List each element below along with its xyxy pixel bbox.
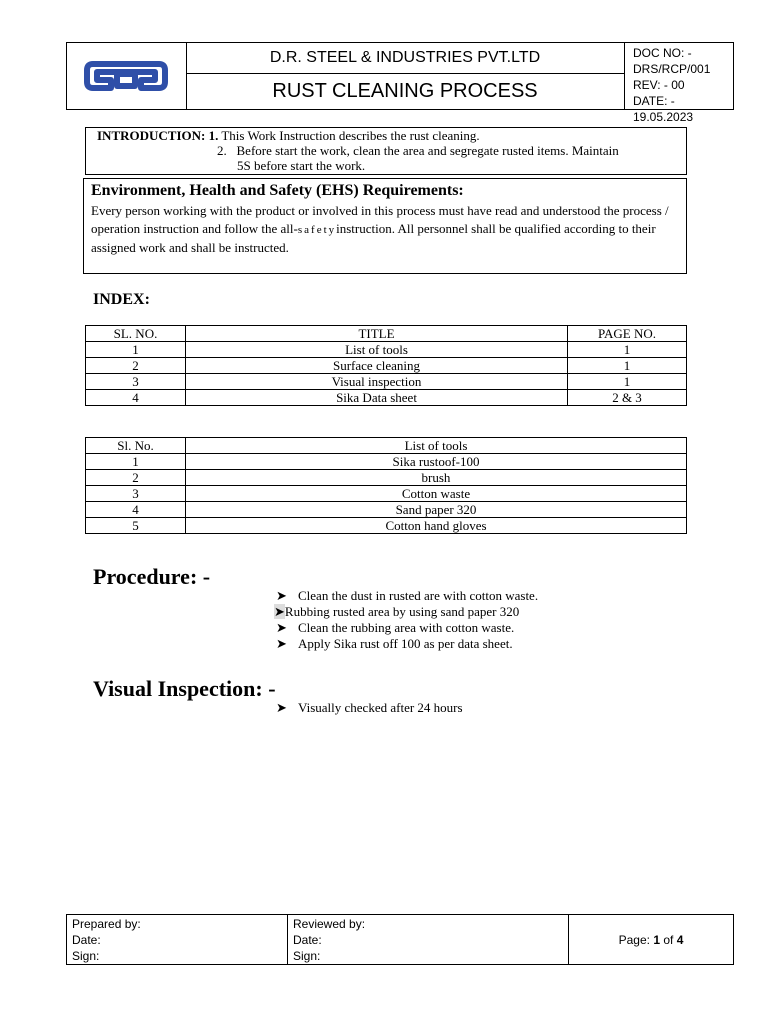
table-cell: Sika rustoof-100 [186, 454, 687, 470]
doc-date: DATE: - 19.05.2023 [633, 94, 694, 124]
page-label: Page: [618, 932, 650, 947]
list-item [276, 588, 538, 604]
table-cell: 1 [568, 358, 687, 374]
reviewed-by-label: Reviewed by: [293, 917, 366, 931]
arrow-bullet-icon: ➤ [274, 604, 285, 619]
table-cell: 5 [86, 518, 186, 534]
table-cell: Sand paper 320 [186, 502, 687, 518]
list-item-text: Clean the rubbing area with cotton waste. [298, 620, 515, 635]
prepared-by-label: Prepared by: [72, 917, 141, 931]
table-cell: 1 [86, 342, 186, 358]
index-heading: INDEX: [93, 291, 150, 308]
page-current: 1 [653, 932, 660, 947]
column-header: TITLE [186, 326, 568, 342]
tools-table [85, 437, 687, 534]
table-cell: 4 [86, 502, 186, 518]
company-logo-icon [83, 56, 169, 96]
reviewed-by-cell [288, 915, 569, 964]
list-item [276, 620, 538, 636]
prepared-by-cell [67, 915, 288, 964]
ehs-text-part: Every person working with the product or involved in this process must have read and understood the process / operation instruction and follow the all- [91, 203, 669, 236]
document-title: RUST CLEANING PROCESS [186, 73, 625, 109]
arrow-bullet-icon: ➤ [276, 636, 287, 651]
list-item-text: Apply Sika rust off 100 as per data sheet. [298, 636, 513, 651]
table-cell: 2 [86, 358, 186, 374]
ehs-heading: Environment, Health and Safety (EHS) Requirements: [91, 182, 464, 199]
table-cell: 2 [86, 470, 186, 486]
arrow-bullet-icon: ➤ [276, 588, 287, 603]
intro-item-2: Before start the work, clean the area and segregate rusted items. Maintain [236, 143, 619, 158]
intro-line-1 [97, 128, 480, 144]
list-item-text: Clean the dust in rusted are with cotton waste. [298, 588, 539, 603]
list-item-text: Rubbing rusted area by using sand paper 320 [284, 604, 520, 619]
visual-inspection-heading: Visual Inspection: - [93, 676, 276, 701]
table-cell: 3 [86, 374, 186, 390]
company-name: D.R. STEEL & INDUSTRIES PVT.LTD [186, 43, 625, 74]
table-header-row [86, 326, 687, 342]
list-item [276, 636, 538, 652]
intro-label: INTRODUCTION: 1. [97, 128, 219, 143]
arrow-bullet-icon: ➤ [276, 620, 287, 635]
list-item [276, 700, 463, 716]
column-header: PAGE NO. [568, 326, 687, 342]
table-row [86, 486, 687, 502]
document-footer [66, 914, 734, 965]
sign-label: Sign: [293, 949, 321, 963]
procedure-heading: Procedure: - [93, 564, 211, 589]
table-cell: brush [186, 470, 687, 486]
table-row [86, 470, 687, 486]
logo-cell [67, 43, 187, 109]
intro-line-3: 5S before start the work. [237, 158, 366, 173]
column-header: List of tools [186, 438, 687, 454]
column-header: Sl. No. [86, 438, 186, 454]
ehs-box [83, 178, 687, 274]
intro-item-1: This Work Instruction describes the rust cleaning. [221, 128, 480, 143]
doc-info [633, 45, 733, 125]
introduction-box [85, 127, 687, 175]
table-row [86, 374, 687, 390]
intro-item-2-number: 2. [217, 143, 227, 158]
table-cell: Cotton hand gloves [186, 518, 687, 534]
table-cell: 2 & 3 [568, 390, 687, 406]
intro-line-2 [217, 143, 619, 159]
table-cell: Cotton waste [186, 486, 687, 502]
table-header-row [86, 438, 687, 454]
table-row [86, 454, 687, 470]
date-label: Date: [293, 933, 322, 947]
ehs-text-spaced: safety [297, 224, 337, 236]
table-row [86, 390, 687, 406]
table-cell: Sika Data sheet [186, 390, 568, 406]
ehs-text-part: instruction. All personnel shall be qualified according to their assigned work and shall be instructed. [91, 221, 656, 255]
document-header [66, 42, 734, 124]
list-item-text: Visually checked after 24 hours [298, 700, 463, 715]
doc-number: DOC NO: - DRS/RCP/001 [633, 46, 711, 76]
table-cell: Surface cleaning [186, 358, 568, 374]
page-of: of [663, 932, 674, 947]
date-label: Date: [72, 933, 101, 947]
table-row [86, 518, 687, 534]
page-number-cell [569, 915, 733, 964]
table-row [86, 358, 687, 374]
list-item [274, 604, 538, 620]
table-cell: 3 [86, 486, 186, 502]
table-cell: 4 [86, 390, 186, 406]
table-cell: 1 [568, 342, 687, 358]
table-cell: Visual inspection [186, 374, 568, 390]
procedure-list [276, 588, 538, 652]
revision: REV: - 00 [633, 78, 685, 92]
table-cell: 1 [86, 454, 186, 470]
table-cell: List of tools [186, 342, 568, 358]
table-row [86, 342, 687, 358]
index-table [85, 325, 687, 406]
visual-inspection-list [276, 700, 463, 716]
page-total: 4 [676, 932, 684, 947]
arrow-bullet-icon: ➤ [276, 700, 287, 715]
sign-label: Sign: [72, 949, 100, 963]
ehs-text [91, 202, 679, 257]
column-header: SL. NO. [86, 326, 186, 342]
table-row [86, 502, 687, 518]
table-cell: 1 [568, 374, 687, 390]
